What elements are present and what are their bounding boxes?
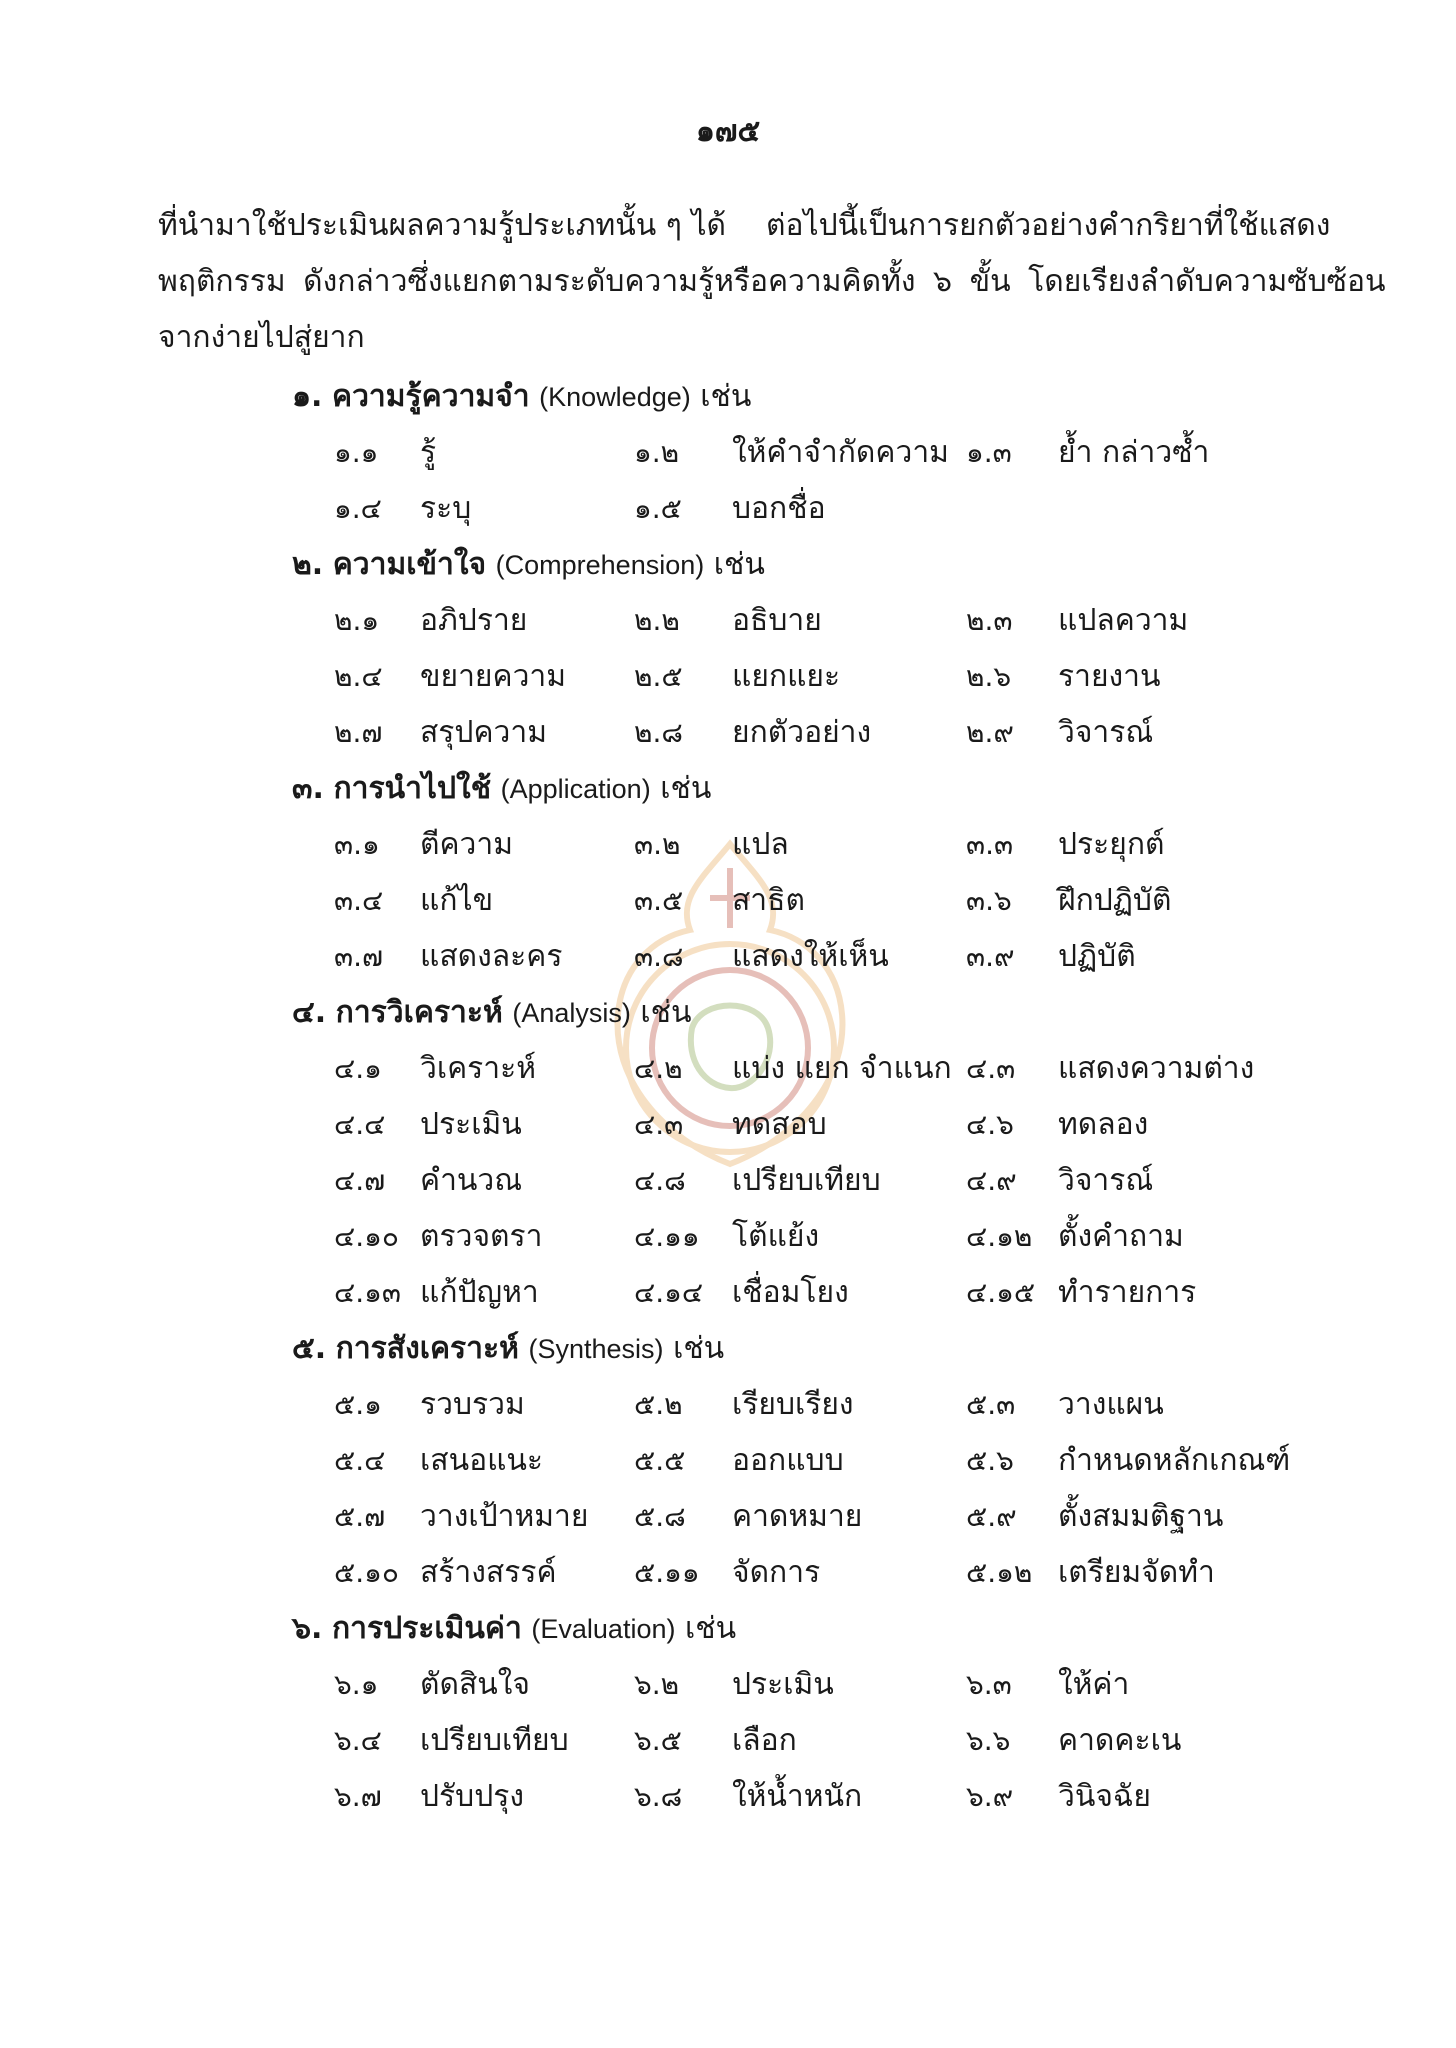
verb-term: ปฏิบัติ <box>1058 939 1136 974</box>
section-6 <box>0 1601 1456 1825</box>
verb-row <box>0 705 1456 761</box>
item-number: ๔.๑๑ <box>634 1220 700 1253</box>
item-number: ๓.๔ <box>334 884 384 917</box>
item-number: ๑.๒ <box>634 436 680 469</box>
verb-row <box>0 1097 1456 1153</box>
item-number: ๖.๕ <box>634 1724 682 1757</box>
item-number: ๒.๕ <box>634 660 683 693</box>
section-suffix: เช่น <box>713 547 765 582</box>
verb-row <box>0 425 1456 481</box>
item-number: ๓.๗ <box>334 940 384 973</box>
verb-term: เรียบเรียง <box>732 1387 854 1422</box>
verb-term: แบ่ง แยก จำแนก <box>732 1051 952 1086</box>
verb-term: อธิบาย <box>732 603 822 638</box>
verb-term: ตั้งคำถาม <box>1058 1219 1184 1254</box>
verb-term: แก้ปัญหา <box>420 1275 539 1310</box>
verb-row <box>0 1377 1456 1433</box>
page-number: ๑๗๕ <box>695 114 761 149</box>
verb-term: ทดลอง <box>1058 1107 1149 1142</box>
verb-term: แปล <box>732 827 789 862</box>
section-suffix: เช่น <box>685 1611 737 1646</box>
item-number: ๕.๑ <box>334 1388 382 1421</box>
item-number: ๕.๒ <box>634 1388 683 1421</box>
section-english-term: (Comprehension) <box>495 550 705 580</box>
item-number: ๕.๓ <box>966 1388 1016 1421</box>
item-number: ๖.๒ <box>634 1668 680 1701</box>
verb-term: เสนอแนะ <box>420 1443 544 1478</box>
section-english-term: (Knowledge) <box>539 382 691 412</box>
verb-term: โต้แย้ง <box>732 1219 820 1254</box>
section-suffix: เช่น <box>700 379 752 414</box>
verb-term: ให้คำจำกัดความ <box>732 435 949 470</box>
verb-term: ให้น้ำหนัก <box>732 1779 863 1814</box>
intro-line-1 <box>158 198 1331 254</box>
section-english-term: (Application) <box>500 774 651 804</box>
verb-row <box>0 817 1456 873</box>
verb-row <box>0 649 1456 705</box>
verb-term: ปรับปรุง <box>420 1779 525 1814</box>
section-heading <box>0 537 1456 593</box>
item-number: ๑.๔ <box>334 492 382 525</box>
item-number: ๓.๒ <box>634 828 681 861</box>
section-number: ๑. <box>292 379 323 414</box>
intro-line-3: จากง่ายไปสู่ยาก <box>158 320 365 355</box>
item-number: ๔.๑๓ <box>334 1276 402 1309</box>
item-number: ๑.๓ <box>966 436 1012 469</box>
verb-term: รวบรวม <box>420 1387 525 1422</box>
item-number: ๔.๗ <box>334 1164 386 1197</box>
intro-line-1-b: ต่อไปนี้เป็นการยกตัวอย่างคำกริยาที่ใช้แสดง <box>766 208 1331 243</box>
verb-term: วิเคราะห์ <box>420 1051 537 1086</box>
section-number: ๒. <box>292 547 324 582</box>
section-suffix: เช่น <box>660 771 712 806</box>
section-title: ความเข้าใจ <box>332 547 487 582</box>
item-number: ๖.๑ <box>334 1668 379 1701</box>
item-number: ๕.๘ <box>634 1500 686 1533</box>
section-heading <box>0 1321 1456 1377</box>
verb-row <box>0 1545 1456 1601</box>
verb-term: ฝึกปฏิบัติ <box>1058 883 1172 918</box>
verb-term: ประเมิน <box>420 1107 522 1142</box>
verb-term: วางแผน <box>1058 1387 1164 1422</box>
verb-row <box>0 593 1456 649</box>
item-number: ๖.๗ <box>334 1780 382 1813</box>
item-number: ๖.๖ <box>966 1724 1011 1757</box>
section-5 <box>0 1321 1456 1601</box>
verb-term: แสดงละคร <box>420 939 563 974</box>
verb-term: คาดคะเน <box>1058 1723 1182 1758</box>
section-title: การนำไปใช้ <box>333 771 492 806</box>
verb-term: เปรียบเทียบ <box>732 1163 881 1198</box>
section-heading <box>0 985 1456 1041</box>
verb-term: แสดงให้เห็น <box>732 939 889 974</box>
item-number: ๑.๕ <box>634 492 682 525</box>
item-number: ๖.๘ <box>634 1780 683 1813</box>
item-number: ๔.๒ <box>634 1052 683 1085</box>
verb-row <box>0 1433 1456 1489</box>
item-number: ๔.๔ <box>334 1108 386 1141</box>
item-number: ๕.๕ <box>634 1444 686 1477</box>
item-number: ๓.๙ <box>966 940 1015 973</box>
verb-row <box>0 929 1456 985</box>
section-4 <box>0 985 1456 1321</box>
item-number: ๕.๖ <box>966 1444 1014 1477</box>
verb-term: เปรียบเทียบ <box>420 1723 569 1758</box>
verb-term: วิจารณ์ <box>1058 715 1154 750</box>
item-number: ๕.๑๑ <box>634 1556 700 1589</box>
item-number: ๒.๗ <box>334 716 383 749</box>
verb-term: กำหนดหลักเกณฑ์ <box>1058 1443 1291 1478</box>
intro-line-1-a: ที่นำมาใช้ประเมินผลความรู้ประเภทนั้น ๆ ได้ <box>158 208 727 243</box>
item-number: ๒.๒ <box>634 604 680 637</box>
verb-term: สาธิต <box>732 883 805 918</box>
item-number: ๕.๑๐ <box>334 1556 399 1589</box>
verb-term: แยกแยะ <box>732 659 841 694</box>
section-heading <box>0 1601 1456 1657</box>
verb-term: ออกแบบ <box>732 1443 844 1478</box>
item-number: ๔.๑๕ <box>966 1276 1036 1309</box>
section-title: ความรู้ความจำ <box>332 379 530 414</box>
item-number: ๒.๙ <box>966 716 1014 749</box>
verb-term: เตรียมจัดทำ <box>1058 1555 1215 1590</box>
verb-term: เลือก <box>732 1723 797 1758</box>
verb-term: ตัดสินใจ <box>420 1667 531 1702</box>
item-number: ๖.๙ <box>966 1780 1014 1813</box>
verb-term: รู้ <box>420 435 437 470</box>
verb-row <box>0 1265 1456 1321</box>
section-english-term: (Synthesis) <box>528 1334 664 1364</box>
verb-row <box>0 1769 1456 1825</box>
verb-term: แปลความ <box>1058 603 1189 638</box>
verb-term: สร้างสรรค์ <box>420 1555 557 1590</box>
section-number: ๖. <box>292 1611 323 1646</box>
verb-term: จัดการ <box>732 1555 821 1590</box>
item-number: ๒.๖ <box>966 660 1012 693</box>
item-number: ๔.๘ <box>634 1164 686 1197</box>
item-number: ๕.๔ <box>334 1444 386 1477</box>
intro-paragraph <box>158 198 1386 366</box>
verb-term: ตั้งสมมติฐาน <box>1058 1499 1224 1534</box>
item-number: ๕.๑๒ <box>966 1556 1033 1589</box>
item-number: ๔.๑๒ <box>966 1220 1033 1253</box>
verb-row <box>0 1489 1456 1545</box>
item-number: ๓.๓ <box>966 828 1014 861</box>
verb-term: ประยุกต์ <box>1058 827 1165 862</box>
item-number: ๔.๖ <box>966 1108 1014 1141</box>
verb-term: ยกตัวอย่าง <box>732 715 872 750</box>
section-number: ๔. <box>292 995 327 1030</box>
verb-term: ให้ค่า <box>1058 1667 1130 1702</box>
section-1 <box>0 369 1456 537</box>
verb-term: ย้ำ กล่าวซ้ำ <box>1058 435 1210 470</box>
verb-term: เชื่อมโยง <box>732 1275 849 1310</box>
verb-term: ตีความ <box>420 827 514 862</box>
section-title: การสังเคราะห์ <box>335 1331 519 1366</box>
verb-term: บอกชื่อ <box>732 491 826 526</box>
item-number: ๔.๑๐ <box>334 1220 399 1253</box>
item-number: ๕.๗ <box>334 1500 386 1533</box>
verb-term: คำนวณ <box>420 1163 523 1198</box>
verb-term: วินิจฉัย <box>1058 1779 1151 1814</box>
item-number: ๒.๑ <box>334 604 380 637</box>
verb-row <box>0 873 1456 929</box>
section-english-term: (Evaluation) <box>531 1614 676 1644</box>
verb-term: วางเป้าหมาย <box>420 1499 589 1534</box>
verb-term: รายงาน <box>1058 659 1161 694</box>
verb-term: อภิปราย <box>420 603 528 638</box>
item-number: ๓.๑ <box>334 828 380 861</box>
item-number: ๔.๑ <box>334 1052 382 1085</box>
verb-term: คาดหมาย <box>732 1499 863 1534</box>
item-number: ๓.๕ <box>634 884 684 917</box>
verb-row <box>0 481 1456 537</box>
item-number: ๔.๓ <box>966 1052 1016 1085</box>
item-number: ๑.๑ <box>334 436 379 469</box>
verb-term: ตรวจตรา <box>420 1219 543 1254</box>
section-heading <box>0 761 1456 817</box>
verb-row <box>0 1041 1456 1097</box>
item-number: ๕.๙ <box>966 1500 1017 1533</box>
item-number: ๓.๘ <box>634 940 684 973</box>
item-number: ๔.๑๔ <box>634 1276 704 1309</box>
verb-term: ระบุ <box>420 491 472 526</box>
verb-term: วิจารณ์ <box>1058 1163 1154 1198</box>
verb-term: ทำรายการ <box>1058 1275 1197 1310</box>
verb-row <box>0 1713 1456 1769</box>
section-english-term: (Analysis) <box>512 998 631 1028</box>
section-number: ๕. <box>292 1331 327 1366</box>
section-suffix: เช่น <box>640 995 692 1030</box>
section-title: การประเมินค่า <box>332 1611 522 1646</box>
item-number: ๒.๘ <box>634 716 683 749</box>
verb-term: ทดสอบ <box>732 1107 827 1142</box>
verb-term: ประเมิน <box>732 1667 834 1702</box>
section-heading <box>0 369 1456 425</box>
verb-row <box>0 1657 1456 1713</box>
verb-term: ขยายความ <box>420 659 567 694</box>
item-number: ๓.๖ <box>966 884 1012 917</box>
section-suffix: เช่น <box>673 1331 725 1366</box>
item-number: ๒.๔ <box>334 660 383 693</box>
verb-row <box>0 1209 1456 1265</box>
section-number: ๓. <box>292 771 324 806</box>
item-number: ๔.๙ <box>966 1164 1017 1197</box>
section-title: การวิเคราะห์ <box>335 995 503 1030</box>
item-number: ๔.๓ <box>634 1108 684 1141</box>
intro-line-2: พฤติกรรม ดังกล่าวซึ่งแยกตามระดับความรู้หรือความคิดทั้ง ๖ ขั้น โดยเรียงลำดับความซับซ้อน <box>158 264 1386 299</box>
section-3 <box>0 761 1456 985</box>
verb-term: สรุปความ <box>420 715 548 750</box>
item-number: ๖.๔ <box>334 1724 382 1757</box>
section-2 <box>0 537 1456 761</box>
item-number: ๒.๓ <box>966 604 1013 637</box>
verb-term: แสดงความต่าง <box>1058 1051 1255 1086</box>
verb-sections <box>0 369 1456 1825</box>
verb-term: แก้ไข <box>420 883 494 918</box>
verb-row <box>0 1153 1456 1209</box>
item-number: ๖.๓ <box>966 1668 1012 1701</box>
